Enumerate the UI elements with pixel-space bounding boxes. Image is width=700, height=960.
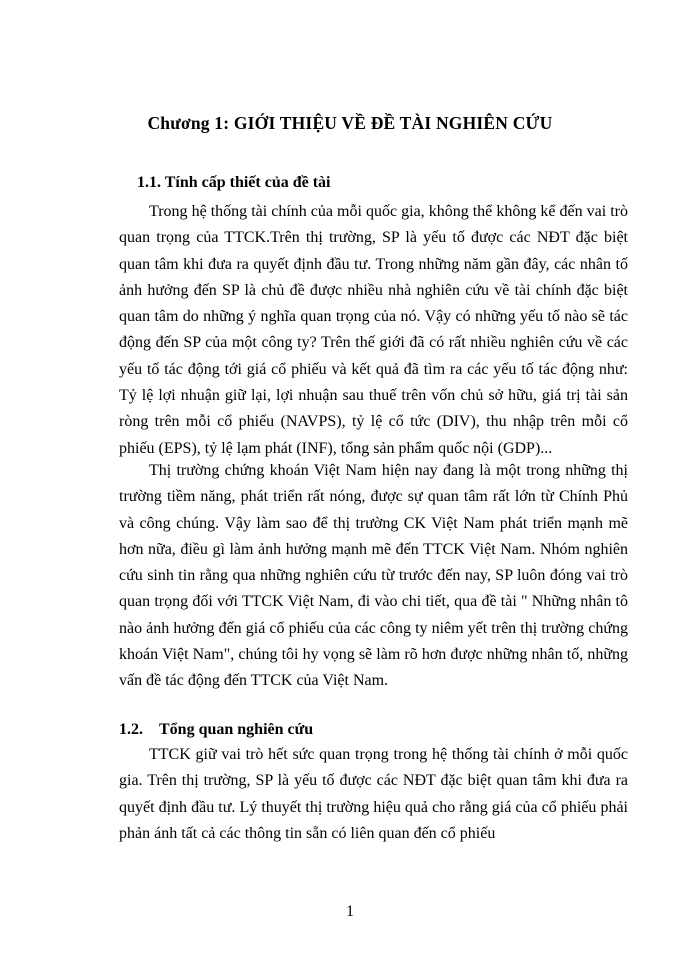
page-number: 1: [346, 903, 354, 920]
paragraph-overview-1: TTCK giữ vai trò hết sức quan trọng trong hệ thống tài chính ở mỗi quốc gia. Trên thị trường, SP là yếu tố được các NĐT đặc biệt quan tâm khi đưa ra quyết định đầu tư. Lý thuyết thị trường hiệu quả cho rằng giá của cổ phiếu phải phản ánh tất cả các thông tin sẵn có liên quan đến cổ phiếu: [119, 746, 628, 842]
paragraph-urgency-2: Thị trường chứng khoán Việt Nam hiện nay đang là một trong những thị trường tiềm năng, phát triển rất nóng, được sự quan tâm rất lớn từ Chính Phủ và công chúng. Vậy làm sao để thị trường CK Việt Nam phát triển mạnh mẽ hơn nữa, điều gì làm ảnh hưởng mạnh mẽ đến TTCK Việt Nam. Nhóm nghiên cứu sinh tin rằng qua những nghiên cứu từ trước đến nay, SP luôn đóng vai trò quan trọng đối với TTCK Việt Nam, đi vào chi tiết, qua đề tài " Những nhân tô nào ảnh hưởng đến giá cổ phiếu của các công ty niêm yết trên thị trường chứng khoán Việt Nam", chúng tôi hy vọng sẽ làm rõ hơn được những nhân tố, những vấn đề tác động đến TTCK của Việt Nam.: [119, 462, 628, 690]
chapter-title: Chương 1: GIỚI THIỆU VỀ ĐỀ TÀI NGHIÊN CỨU: [147, 113, 553, 133]
section-heading-1-1: 1.1. Tính cấp thiết của đề tài: [137, 174, 331, 191]
section-heading-1-2: [119, 721, 313, 739]
section-number: 1.2.: [119, 721, 143, 738]
section-title: Tổng quan nghiên cứu: [159, 721, 314, 738]
paragraph-urgency-1: Trong hệ thống tài chính của mỗi quốc gia, không thể không kể đến vai trò quan trọng của TTCK.Trên thị trường, SP là yếu tố được các NĐT đặc biệt quan tâm khi đưa ra quyết định đầu tư. Trong những năm gần đây, các nhân tố ảnh hưởng đến SP là chủ đề được nhiều nhà nghiên cứu về tài chính đặc biệt quan tâm do những ý nghĩa quan trọng của nó. Vậy có những yếu tố nào sẽ tác động đến SP của một công ty? Trên thế giới đã có rất nhiều nghiên cứu về các yếu tố tác động tới giá cổ phiếu và kết quả đã tìm ra các yếu tố tác động như: Tỷ lệ lợi nhuận giữ lại, lợi nhuận sau thuế trên vốn chủ sở hữu, giá trị tài sản ròng trên mỗi cổ phiếu (NAVPS), tỷ lệ cổ tức (DIV), thu nhập trên mỗi cổ phiếu (EPS), tỷ lệ lạm phát (INF), tổng sản phẩm quốc nội (GDP)...: [119, 203, 628, 457]
